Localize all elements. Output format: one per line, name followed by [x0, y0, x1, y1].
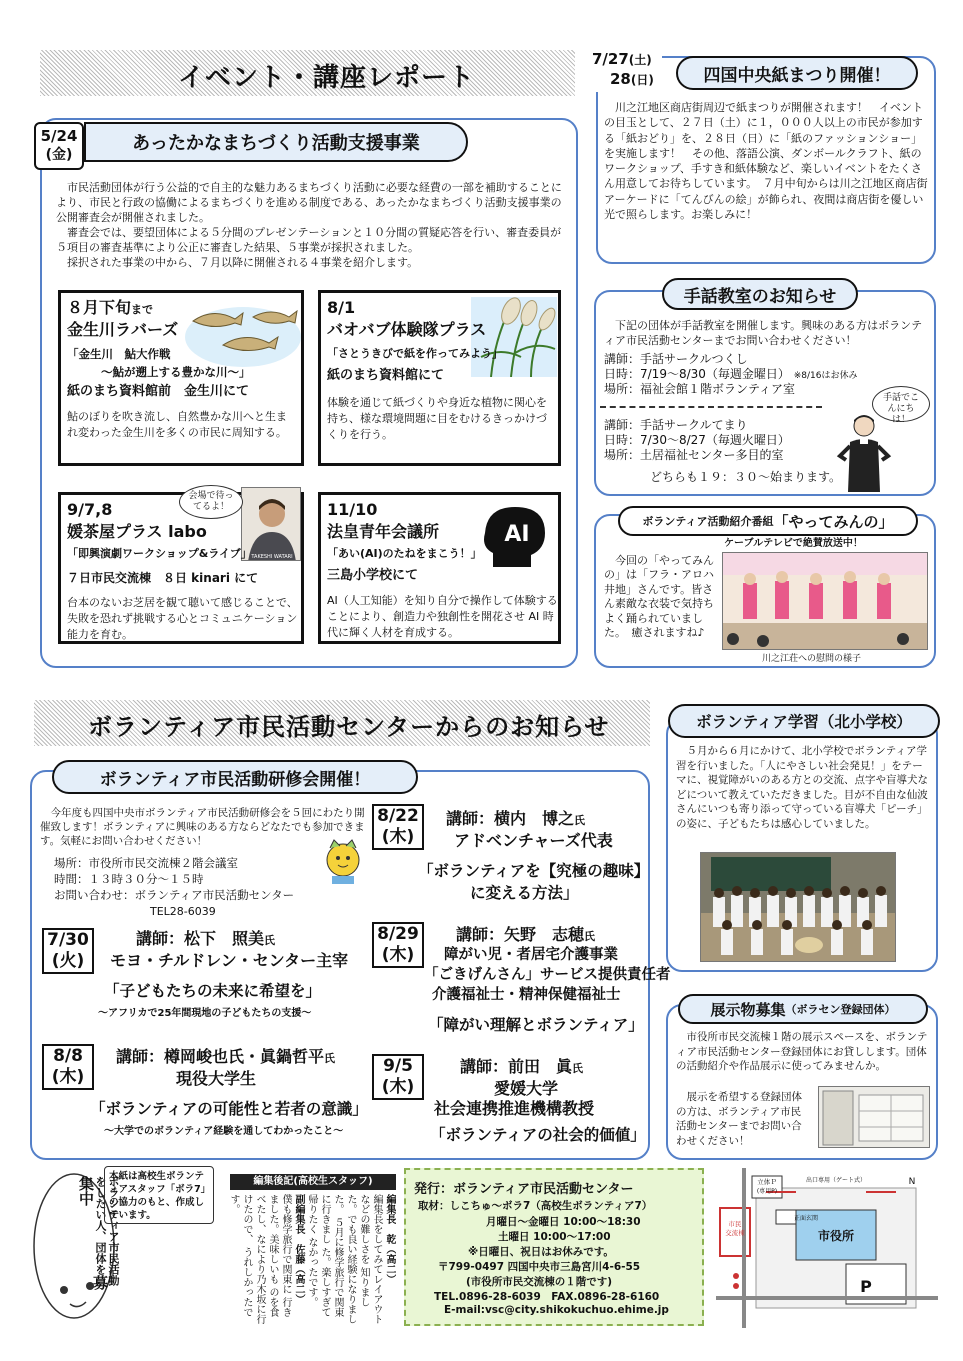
tv-program-caption: 川之江荘への慰問の様子	[762, 654, 862, 664]
sign-language-bubble-text: 手話でこんにちは！	[882, 393, 919, 425]
lecture-2-date-box	[42, 1044, 94, 1090]
lecture-3-name	[446, 808, 585, 832]
lecture-2-topic: 「ボランティアの可能性と若者の意識」	[90, 1100, 368, 1118]
project-4-date: 11/10	[327, 500, 378, 519]
lecture-2-name-text: 講師：樽岡峻也氏・眞鍋哲平	[116, 1047, 325, 1066]
lecture-1-date-box	[42, 928, 94, 974]
postscript-title: 編集後記(高校生スタッフ)	[253, 1176, 373, 1187]
sign-language-c1-note: ※8/16はお休み	[793, 371, 858, 381]
training-tel: TEL28-6039	[150, 905, 216, 918]
issuer-closed: ※日曜日、祝日はお休みです。	[468, 1246, 614, 1258]
sign-language-c1-place: 場所：福祉会館１階ボランティア室	[604, 382, 796, 396]
postscript-col-1: 編集長 乾（高二）	[384, 1194, 395, 1284]
lecture-5-date: 9/5	[383, 1056, 413, 1076]
project-4-org: 法皇青年会議所	[327, 522, 440, 541]
paper-festival-day2: (日)	[630, 73, 654, 87]
paper-festival-date2: 28	[610, 70, 631, 88]
lecture-4-name-text: 講師：矢野 志穂	[456, 925, 585, 944]
lecture-3-topic: 「ボランティアを【究極の趣味】	[418, 862, 650, 880]
tv-program-body: 今回の「やってみんの」は「フラ・アロハ井地」さんです。皆さん素敵な衣装で気持ちよく踊られていました。 癒されますね♪	[604, 554, 714, 640]
sign-language-divider	[600, 406, 822, 408]
lecture-4-date: 8/29	[377, 924, 419, 944]
exhibit-body-1: 市役所市民交流棟１階の展示スペースを、ボランティア市民活動センター登録団体にお貸しします。団体の活動紹介や作品展示に使ってみませんか。	[676, 1031, 928, 1072]
project-1-desc: 鮎のぼりを吹き流し、自然豊かな川へと生まれ変わった金生川を多くの市民に周知する。	[67, 410, 287, 439]
exhibit-photo-icon	[819, 1087, 930, 1148]
issuer-address: 〒799-0497 四国中央市三島宮川4-6-55	[438, 1261, 641, 1273]
project-card-1	[58, 290, 304, 466]
lecture-5-name-suffix: 氏	[572, 1062, 584, 1075]
issuer-title: 発行：ボランティア市民活動センター	[414, 1182, 634, 1197]
lecture-4-affiliation-2: 「ごきげんさん」サービス提供責任者	[424, 967, 671, 983]
lecture-5-day: (木)	[381, 1077, 415, 1097]
project-4-event: 「あい(AI)のたねをまこう！」	[327, 547, 482, 560]
project-1-date: ８月下旬	[67, 298, 132, 317]
support-project-body	[56, 180, 566, 225]
recruit-line-2: 市民活動をしたい人、	[94, 1176, 120, 1286]
postscript-col-7: 副編集長 佐藤（高二）	[293, 1194, 304, 1304]
recruit-line-3: 団体を	[94, 1242, 107, 1275]
issuer-tel: TEL.0896-28-6039 FAX.0896-28-6160	[434, 1291, 660, 1303]
lecture-3-date: 8/22	[377, 806, 419, 826]
postscript-col-6: なかったです。	[306, 1237, 317, 1308]
lecture-1-name	[136, 928, 275, 952]
lecture-4-date-box	[372, 922, 424, 968]
paper-festival-date-2	[610, 70, 654, 89]
support-project-date: 5/24	[40, 127, 78, 145]
project-1-event-line-2: ～鮎が遡上する豊かな川～」	[101, 365, 251, 379]
mascot-illustration	[318, 836, 368, 886]
lecture-4-day: (木)	[381, 945, 415, 965]
training-intro: 今年度も四国中央市ボランティア市民活動研修会を５回にわたり開催致します！ボランティアに興味のある方ならどなたでも参加できます。気軽にお問い合わせください！	[40, 807, 365, 847]
exhibit-title	[678, 994, 928, 1024]
exhibit-title-suffix: （ボラセン登録団体）	[785, 1003, 896, 1016]
sign-language-title	[662, 278, 858, 310]
project-3-event: 「即興演劇ワークショップ&ライブ」	[67, 547, 252, 560]
support-project-title-text: あったかなまちづくり活動支援事業	[132, 133, 420, 154]
lecture-1-subtopic: ～アフリカで25年間現地の子どもたちの支援～	[98, 1008, 312, 1019]
school-learning-title-text: ボランティア学習（北小学校）	[696, 713, 912, 731]
lecture-2-date: 8/8	[53, 1046, 83, 1066]
lecture-4-name-suffix: 氏	[584, 930, 596, 943]
lecture-1-name-text: 講師：松下 照美	[136, 929, 265, 948]
map-citizen-bldg-1: 市民	[728, 1220, 742, 1228]
postscript-header	[230, 1174, 396, 1190]
project-2-date: 8/1	[327, 298, 356, 317]
postscript-col-11: うれしかったです。	[228, 1194, 252, 1318]
project-1-date-line	[67, 297, 153, 320]
project-3-place: ７日市民交流棟 ８日 kinari にて	[67, 571, 259, 585]
tv-program-title-pre: ボランティア活動紹介番組	[642, 515, 774, 528]
center-news-title: ボランティア市民活動センターからのお知らせ	[88, 713, 610, 741]
credit-box	[104, 1166, 214, 1224]
support-project-p2: 審査会では、要望団体による５分間のプレゼンテーションと１０分間の質疑応答を行い、審査委員が５項目の審査基準により公正に審査した結果、５事業が採択されました。	[56, 226, 562, 254]
project-3-speech-bubble	[179, 485, 243, 519]
project-3-date: 9/7,8	[67, 500, 113, 519]
lecture-2-name-suffix: 氏	[324, 1052, 336, 1065]
lecture-3-day: (木)	[381, 827, 415, 847]
issuer-address-2: (市役所市民交流棟の１階です)	[466, 1276, 613, 1288]
map-citizen-bldg-2: 交流棟	[725, 1229, 745, 1237]
project-1-date-suffix: まで	[131, 303, 154, 316]
postscript-col-3: 知りました。でも良い経験になりました。	[332, 1194, 369, 1324]
map-parking-tower-2: (専用P)	[756, 1188, 778, 1195]
lecture-1-day: (火)	[51, 951, 85, 971]
postscript-col-10: のを食べたし、なにより乃木坂に行けたので、	[241, 1194, 278, 1324]
lecture-5-name-text: 講師：前田 眞	[460, 1057, 573, 1076]
map-parking-tower: 立体Ｐ	[757, 1178, 777, 1186]
paper-festival-title	[676, 56, 918, 90]
signing-student-illustration	[836, 412, 892, 492]
hula-dance-photo	[722, 552, 928, 650]
student-icon	[836, 412, 892, 492]
training-place: 場所：市役所市民交流棟２階会議室	[54, 856, 238, 870]
lecture-1-date: 7/30	[47, 930, 89, 950]
project-2-event: 「さとうきびで紙を作ってみよう」	[327, 347, 503, 360]
project-card-4	[318, 492, 561, 644]
fish-illustration	[183, 297, 303, 371]
project-2-org: バオバブ体験隊プラス	[327, 320, 487, 339]
lecture-4-affiliation-3: 介護福祉士・精神保健福祉士	[432, 987, 621, 1003]
postscript-col-9: 行きました。美味しいも	[267, 1194, 291, 1318]
sign-language-intro: 下記の団体が手話教室を開催します。興味のある方はボランティア市民活動センターまでお問い合わせください！	[604, 319, 923, 347]
issuer-hours-1: 月曜日～金曜日 10:00～18:30	[486, 1216, 641, 1228]
lecture-5-affiliation-1: 愛媛大学	[494, 1079, 559, 1098]
sign-language-time: どちらも１９：３０～始まります。	[650, 470, 842, 484]
map-north: N	[908, 1177, 916, 1187]
project-1-place: 紙のまち資料館前 金生川にて	[67, 384, 250, 399]
tv-program-subtitle: ケーブルテレビで絶賛放送中！	[724, 538, 863, 549]
event-report-title: イベント・講座レポート	[178, 63, 476, 93]
map-gate: 出口専用（ゲート式）	[805, 1177, 867, 1184]
lecture-3-name-text: 講師：横内 博之	[446, 809, 575, 828]
lecture-3-date-box	[372, 804, 424, 850]
mascot-icon	[318, 836, 368, 886]
lecture-4-affiliation-1: 障がい児・者居宅介護事業	[444, 947, 618, 963]
project-card-3	[58, 492, 304, 644]
lecture-2-day: (木)	[51, 1067, 85, 1087]
sign-language-c1-date-text: 日時：7/19～8/30（毎週金曜日）	[604, 367, 790, 381]
exhibit-body-2: 展示を希望する登録団体の方は、ボランティア市民活動センターまでお問い合わせください！	[676, 1091, 802, 1147]
lecture-1-topic: 「子どもたちの未来に希望を」	[104, 982, 322, 1000]
access-map	[716, 1168, 938, 1328]
ai-icon-text: AI	[504, 522, 530, 547]
training-time: 時間：１３時３０分～１５時	[54, 872, 204, 886]
postscript-col-8: 僕も修学旅行で関東に	[280, 1194, 291, 1294]
school-learning-body: ５月から６月にかけて、北小学校でボランティア学習を行いました。「人にやさしい社会発見！」をテーマに、視覚障がいのある方との交流、点字や盲導犬などについて教えていただきました。目が不自由な仙波さんにいつも寄り添って守っている盲導犬「ピーチ」の姿に、子どもたちは感心していました。	[676, 745, 928, 830]
map-icon	[716, 1168, 938, 1328]
support-project-title	[84, 122, 468, 162]
lecture-3-affiliation: アドベンチャーズ代表	[454, 831, 613, 850]
paper-festival-date-1	[592, 50, 652, 69]
ai-head-icon	[479, 503, 551, 567]
support-project-body-3	[56, 255, 566, 270]
map-parking: P	[860, 1277, 872, 1296]
lecture-5-date-box	[372, 1054, 424, 1100]
map-city-hall: 市役所	[817, 1229, 855, 1243]
lecture-5-affiliation-2: 社会連携推進機構教授	[434, 1099, 595, 1118]
tv-program-title-main: 「やってみんの」	[773, 512, 894, 531]
support-project-p3: 採択された事業の中から、７月以降に開催される４事業を紹介します。	[67, 256, 419, 269]
project-4-place: 三島小学校にて	[327, 568, 419, 583]
issuer-hours-2: 土曜日 10:00～17:00	[498, 1231, 611, 1243]
credit-text: 本紙は高校生ボランティアスタッフ「ボラ7」の協力のもと、作成しています。	[109, 1171, 206, 1221]
sign-language-c2-place: 場所：土居福祉センター多目的室	[604, 448, 784, 462]
ai-head-illustration	[479, 503, 551, 567]
project-3-bubble-text: 会場で待ってるよ！	[188, 491, 234, 512]
sign-language-c2-teacher: 講師：手話サークルてまり	[604, 418, 748, 432]
postscript-col-4: ５月に修学旅行で関東に行きまし	[319, 1194, 343, 1318]
lecture-5-topic: 「ボランティアの社会的価値」	[430, 1126, 646, 1144]
support-project-p1: 市民活動団体が行う公益的で自主的な魅力あるまちづくり活動に必要な経費の一部を補助することにより、市民と行政の協働によるまちづくりを進める制度である、あったかなまちづくり活動支援事業の公開審査会が開催されました。	[56, 181, 562, 224]
photo-caption: TAKESHI WATARI	[251, 554, 293, 560]
recruit-line-1: ボランティア	[107, 1176, 120, 1242]
lecture-1-affiliation: モヨ・チルドレン・センター主宰	[110, 951, 349, 970]
training-contact: お問い合わせ：ボランティア市民活動センター	[54, 888, 295, 902]
school-learning-title	[668, 704, 940, 738]
paper-festival-date1: 7/27	[592, 50, 629, 68]
tv-program-title	[618, 506, 918, 536]
lecture-2-affiliation: 現役大学生	[176, 1069, 257, 1088]
postscript-body	[226, 1194, 396, 1324]
support-project-body-2	[56, 225, 566, 255]
recruit-line-4: 募集中	[77, 1176, 109, 1290]
sign-language-title-text: 手話教室のお知らせ	[683, 286, 837, 307]
project-3-desc: 台本のないお芝居を観て聴いて感じることで、失敗を恐れず挑戦する心とコミュニケーション能力を育む。	[67, 596, 298, 641]
project-2-desc: 体験を通じて紙づくりや身近な植物に関心を持ち、様な環境問題に目をむけるきっかけづくりを行う。	[327, 396, 547, 441]
project-2-place: 紙のまち資料館にて	[327, 368, 445, 383]
paper-festival-title-text: 四国中央紙まつり開催！	[703, 65, 891, 86]
project-4-desc: AI（人工知能）を知り自分で操作して体験することにより、創造力や独創性を開花させ AI 時代に輝く人材を育成する。	[327, 594, 558, 639]
lecture-5-name	[460, 1056, 583, 1080]
lecture-2-name	[116, 1046, 335, 1070]
map-entrance: 正面玄関	[793, 1215, 819, 1222]
sign-language-c2-date: 日時：7/30～8/27（毎週火曜日）	[604, 433, 790, 447]
postscript-col-5: た。楽しすぎて帰りたく	[306, 1194, 330, 1318]
project-card-2	[318, 290, 561, 466]
lecture-4-topic: 「障がい理解とボランティア」	[428, 1016, 644, 1034]
project-1-event-line-1: 「金生川 鮎大作戦	[67, 347, 171, 361]
class-photo-icon	[701, 853, 896, 962]
paper-festival-day1: (土)	[628, 53, 652, 67]
project-1-org: 金生川ラバーズ	[67, 320, 179, 339]
support-project-weekday: (金)	[45, 147, 73, 163]
hula-photo-icon	[723, 553, 928, 650]
training-title	[52, 760, 418, 794]
school-class-photo	[700, 852, 896, 962]
project-3-org: 媛茶屋プラス labo	[67, 522, 207, 541]
lecture-3-name-suffix: 氏	[574, 814, 586, 827]
sign-language-c1-teacher: 講師：手話サークルつくし	[604, 352, 748, 366]
exhibit-space-photo	[818, 1086, 930, 1148]
postscript-col-2: 編集長をしてみてレイアウトなどの難しさを	[358, 1194, 382, 1324]
issuer-email: E-mail:vsc@city.shikokuchuo.ehime.jp	[444, 1304, 669, 1316]
training-title-text: ボランティア市民活動研修会開催！	[99, 769, 371, 790]
exhibit-title-text: 展示物募集	[710, 1000, 786, 1019]
lecture-3-topic-2: に変える方法」	[470, 884, 579, 902]
lecture-2-subtopic: ～大学でのボランティア経験を通してわかったこと～	[104, 1126, 344, 1137]
fish-icon	[183, 297, 303, 371]
paper-festival-body: 川之江地区商店街周辺で紙まつりが開催されます！ イベントの目玉として、２７日（土）に１，０００人以上の市民が参加する「紙おどり」を、２８日（日）に「紙のファッションショー」を実施します！ その他、落語公演、ダンボールクラフト、紙のワークショップ、手すき和紙体験など、楽しいイベントをたくさん用意してお待ちしています。 ７月中旬からは川之江地区商店街アーケードに「てんびんの絵」が飾られ、夜間は商店街を優しい光で照らします。お楽しみに！	[604, 101, 928, 222]
issuer-reporter: 取材：しこちゅ～ボラ7（高校生ボランティア7）	[418, 1200, 653, 1212]
lecture-1-name-suffix: 氏	[264, 934, 276, 947]
